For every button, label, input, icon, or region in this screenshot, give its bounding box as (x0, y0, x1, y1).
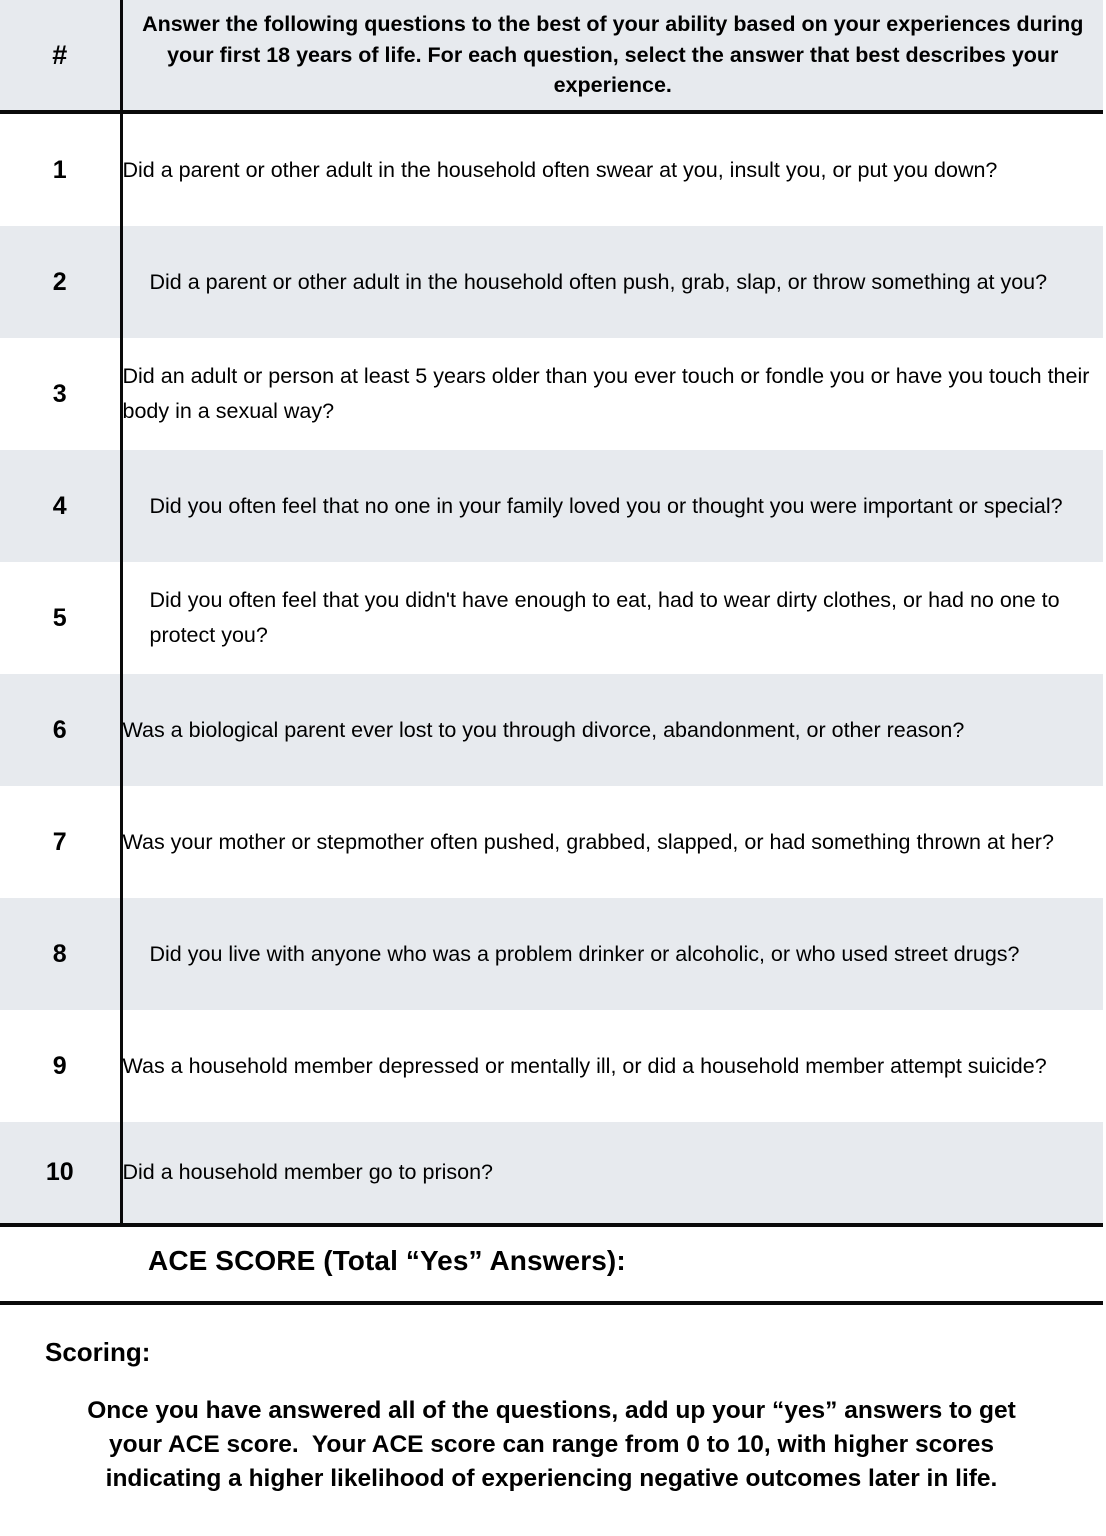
question-number: 3 (0, 338, 121, 450)
question-text: Was a household member depressed or mentally ill, or did a household member attempt suicide? (122, 1053, 1047, 1078)
question-text: Did you often feel that you didn't have enough to eat, had to wear dirty clothes, or had no one to protect you? (149, 588, 1060, 647)
question-number: 8 (0, 898, 121, 1010)
table-row (0, 338, 1103, 450)
question-text: Did a household member go to prison? (121, 1122, 1103, 1225)
table-row (0, 898, 1103, 1010)
question-text: Did you often feel that no one in your family loved you or thought you were important or special? (149, 493, 1063, 518)
question-text: Was your mother or stepmother often pushed, grabbed, slapped, or had something thrown at her? (122, 829, 1054, 854)
question-number: 4 (0, 450, 121, 562)
scoring-section (0, 1305, 1103, 1495)
question-number: 9 (0, 1010, 121, 1122)
scoring-title: Scoring: (45, 1337, 151, 1367)
ace-score-band (0, 1227, 1103, 1305)
scoring-line-2: your ACE score. Your ACE score can range from 0 to 10, with higher scores (109, 1430, 994, 1458)
question-number: 1 (0, 112, 121, 226)
table-row (0, 112, 1103, 226)
scoring-line-1: Once you have answered all of the questions, add up your “yes” answers to get (87, 1397, 1016, 1424)
question-text: Did a parent or other adult in the household often swear at you, insult you, or put you down? (122, 157, 998, 182)
column-header-number: # (0, 0, 121, 112)
table-header-row (0, 0, 1103, 112)
scoring-instructions (18, 1394, 1085, 1495)
question-number: 5 (0, 562, 121, 674)
question-number: 2 (0, 226, 121, 338)
question-number: 10 (0, 1122, 121, 1225)
question-number: 7 (0, 786, 121, 898)
table-row (0, 1010, 1103, 1122)
table-row (0, 226, 1103, 338)
table-row (0, 562, 1103, 674)
ace-score-label: ACE SCORE (Total “Yes” Answers): (148, 1245, 626, 1276)
question-text: Did you live with anyone who was a problem drinker or alcoholic, or who used street drugs? (149, 941, 1020, 966)
question-text: Did an adult or person at least 5 years older than you ever touch or fondle you or have you touch their body in a sexual way? (122, 364, 1090, 423)
column-header-instructions: Answer the following questions to the best of your ability based on your experiences during your first 18 years of life. For each question, select the answer that best describes your experience. (121, 0, 1103, 112)
table-row (0, 450, 1103, 562)
question-number: 6 (0, 674, 121, 786)
table-row (0, 674, 1103, 786)
table-row (0, 1122, 1103, 1225)
table-row (0, 786, 1103, 898)
question-text: Was a biological parent ever lost to you through divorce, abandonment, or other reason? (122, 717, 965, 742)
scoring-line-3: indicating a higher likelihood of experiencing negative outcomes later in life. (105, 1464, 998, 1492)
question-text: Did a parent or other adult in the household often push, grab, slap, or throw something at you? (149, 269, 1048, 294)
